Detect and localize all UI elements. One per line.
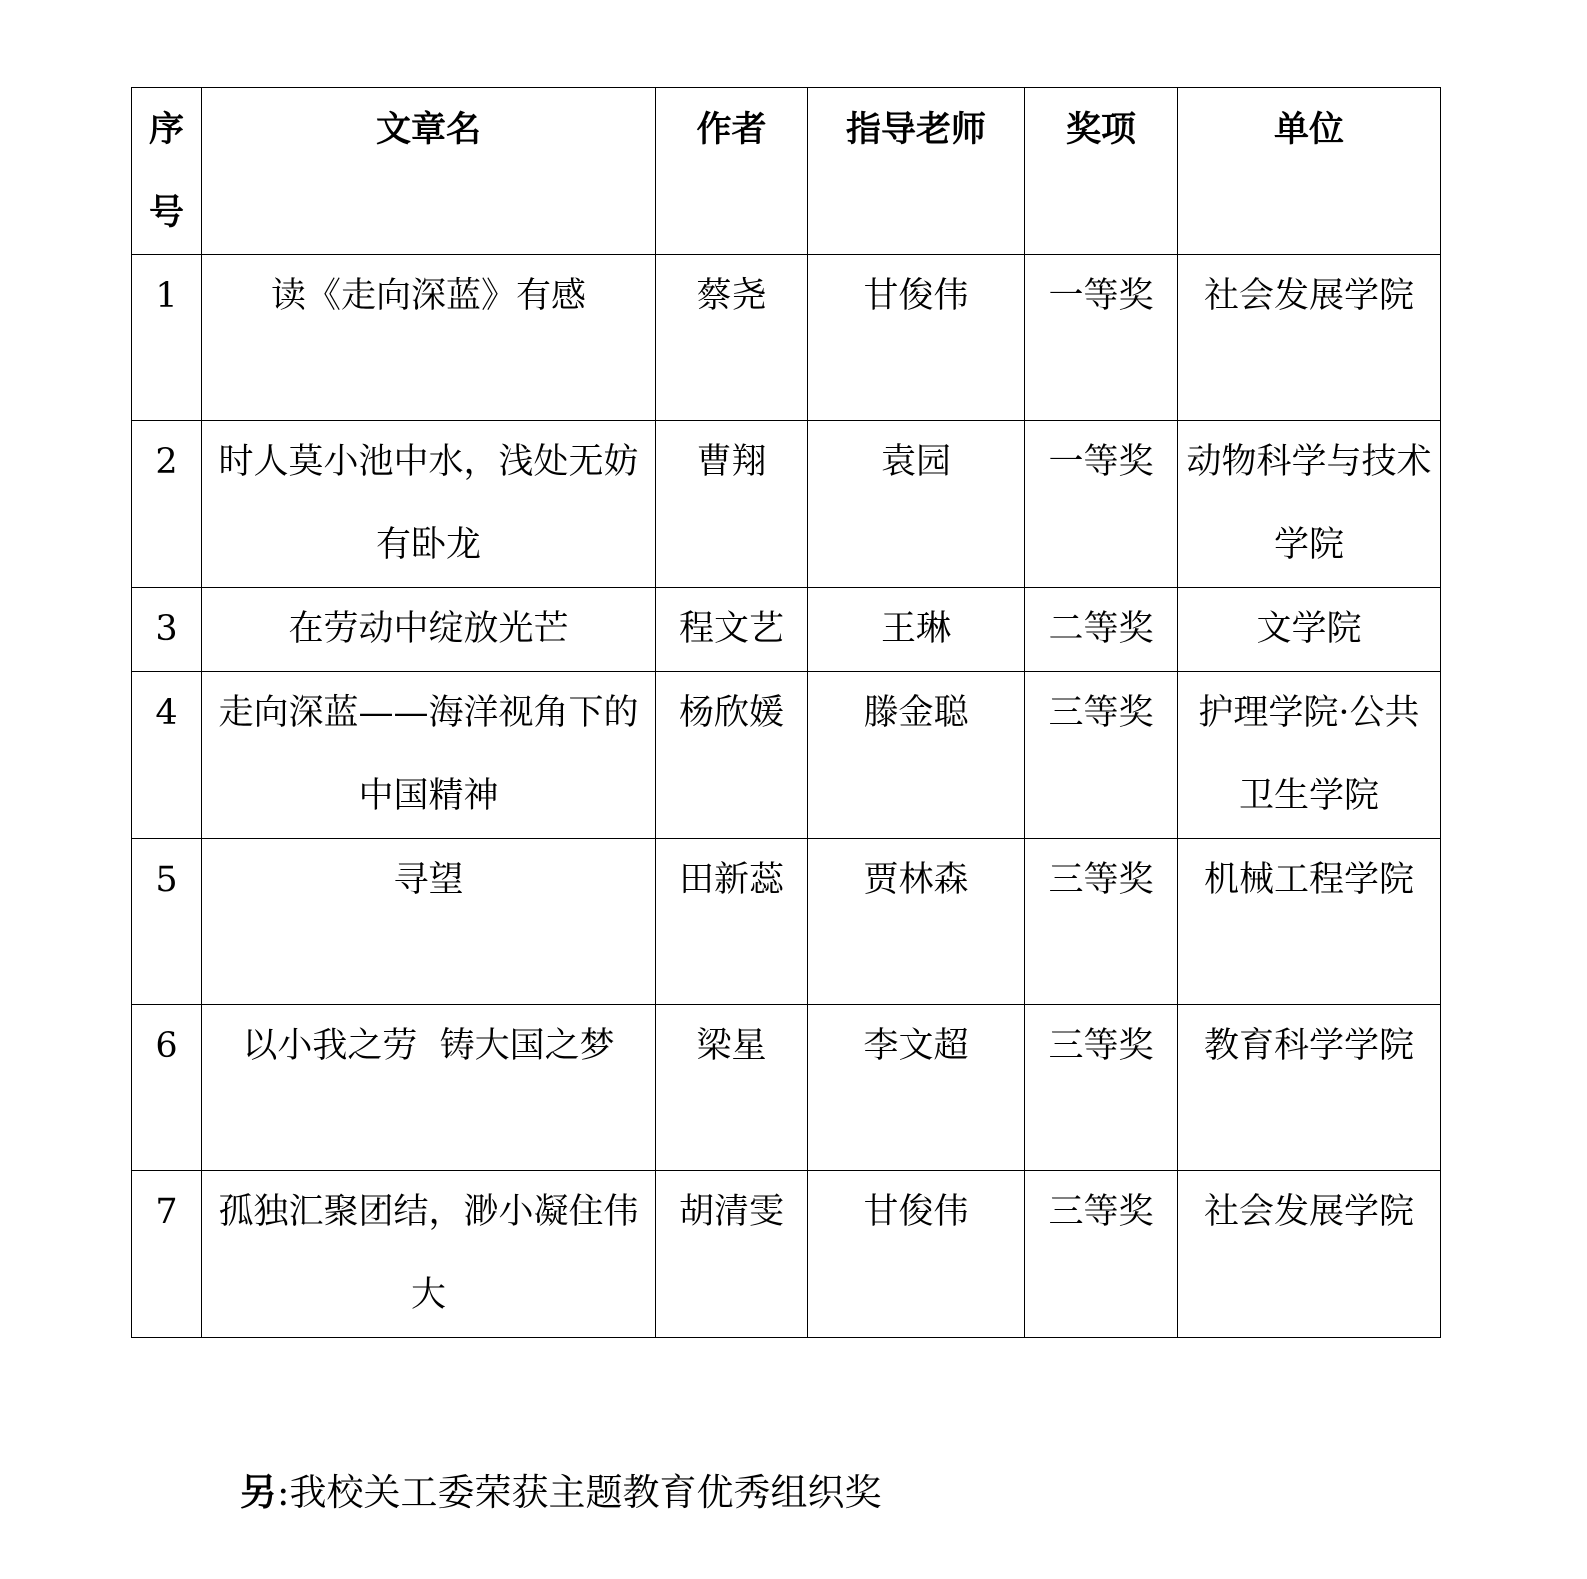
header-index: 序号 <box>132 88 202 255</box>
cell-title: 在劳动中绽放光芒 <box>202 588 656 672</box>
cell-unit: 文学院 <box>1178 588 1441 672</box>
footnote-text: :我校关工委荣获主题教育优秀组织奖 <box>277 1471 882 1514</box>
cell-award: 二等奖 <box>1025 588 1178 672</box>
cell-award: 三等奖 <box>1025 1171 1178 1338</box>
table-row <box>132 421 1441 588</box>
cell-index: 3 <box>132 588 202 672</box>
header-advisor: 指导老师 <box>808 88 1025 255</box>
cell-index: 2 <box>132 421 202 588</box>
cell-index: 6 <box>132 1005 202 1171</box>
cell-advisor: 贾林森 <box>808 839 1025 1005</box>
cell-author: 杨欣媛 <box>656 672 808 839</box>
cell-title: 时人莫小池中水，浅处无妨有卧龙 <box>202 421 656 588</box>
table-row <box>132 672 1441 839</box>
cell-unit: 社会发展学院 <box>1178 255 1441 421</box>
cell-index: 1 <box>132 255 202 421</box>
cell-advisor: 滕金聪 <box>808 672 1025 839</box>
cell-advisor: 甘俊伟 <box>808 1171 1025 1338</box>
cell-author: 梁星 <box>656 1005 808 1171</box>
table-row <box>132 839 1441 1005</box>
table-row <box>132 255 1441 421</box>
cell-index: 4 <box>132 672 202 839</box>
cell-unit: 教育科学学院 <box>1178 1005 1441 1171</box>
cell-award: 一等奖 <box>1025 421 1178 588</box>
cell-unit: 护理学院·公共卫生学院 <box>1178 672 1441 839</box>
cell-title: 走向深蓝——海洋视角下的中国精神 <box>202 672 656 839</box>
cell-index: 7 <box>132 1171 202 1338</box>
footnote <box>240 1462 881 1523</box>
table-row <box>132 1171 1441 1338</box>
header-unit: 单位 <box>1178 88 1441 255</box>
header-row <box>132 88 1441 255</box>
cell-advisor: 袁园 <box>808 421 1025 588</box>
cell-unit: 社会发展学院 <box>1178 1171 1441 1338</box>
header-award: 奖项 <box>1025 88 1178 255</box>
cell-advisor: 甘俊伟 <box>808 255 1025 421</box>
table-row <box>132 588 1441 672</box>
cell-award: 三等奖 <box>1025 672 1178 839</box>
footnote-lead: 另 <box>240 1470 277 1514</box>
cell-award: 三等奖 <box>1025 839 1178 1005</box>
cell-author: 胡清雯 <box>656 1171 808 1338</box>
cell-author: 田新蕊 <box>656 839 808 1005</box>
cell-title: 以小我之劳 铸大国之梦 <box>202 1005 656 1171</box>
cell-author: 曹翔 <box>656 421 808 588</box>
cell-index: 5 <box>132 839 202 1005</box>
cell-author: 程文艺 <box>656 588 808 672</box>
cell-title: 孤独汇聚团结，渺小凝住伟大 <box>202 1171 656 1338</box>
cell-author: 蔡尧 <box>656 255 808 421</box>
award-table <box>131 87 1441 1338</box>
cell-advisor: 王琳 <box>808 588 1025 672</box>
header-author: 作者 <box>656 88 808 255</box>
cell-award: 三等奖 <box>1025 1005 1178 1171</box>
header-title: 文章名 <box>202 88 656 255</box>
cell-advisor: 李文超 <box>808 1005 1025 1171</box>
cell-title: 寻望 <box>202 839 656 1005</box>
table-row <box>132 1005 1441 1171</box>
cell-title: 读《走向深蓝》有感 <box>202 255 656 421</box>
cell-award: 一等奖 <box>1025 255 1178 421</box>
cell-unit: 机械工程学院 <box>1178 839 1441 1005</box>
cell-unit: 动物科学与技术学院 <box>1178 421 1441 588</box>
